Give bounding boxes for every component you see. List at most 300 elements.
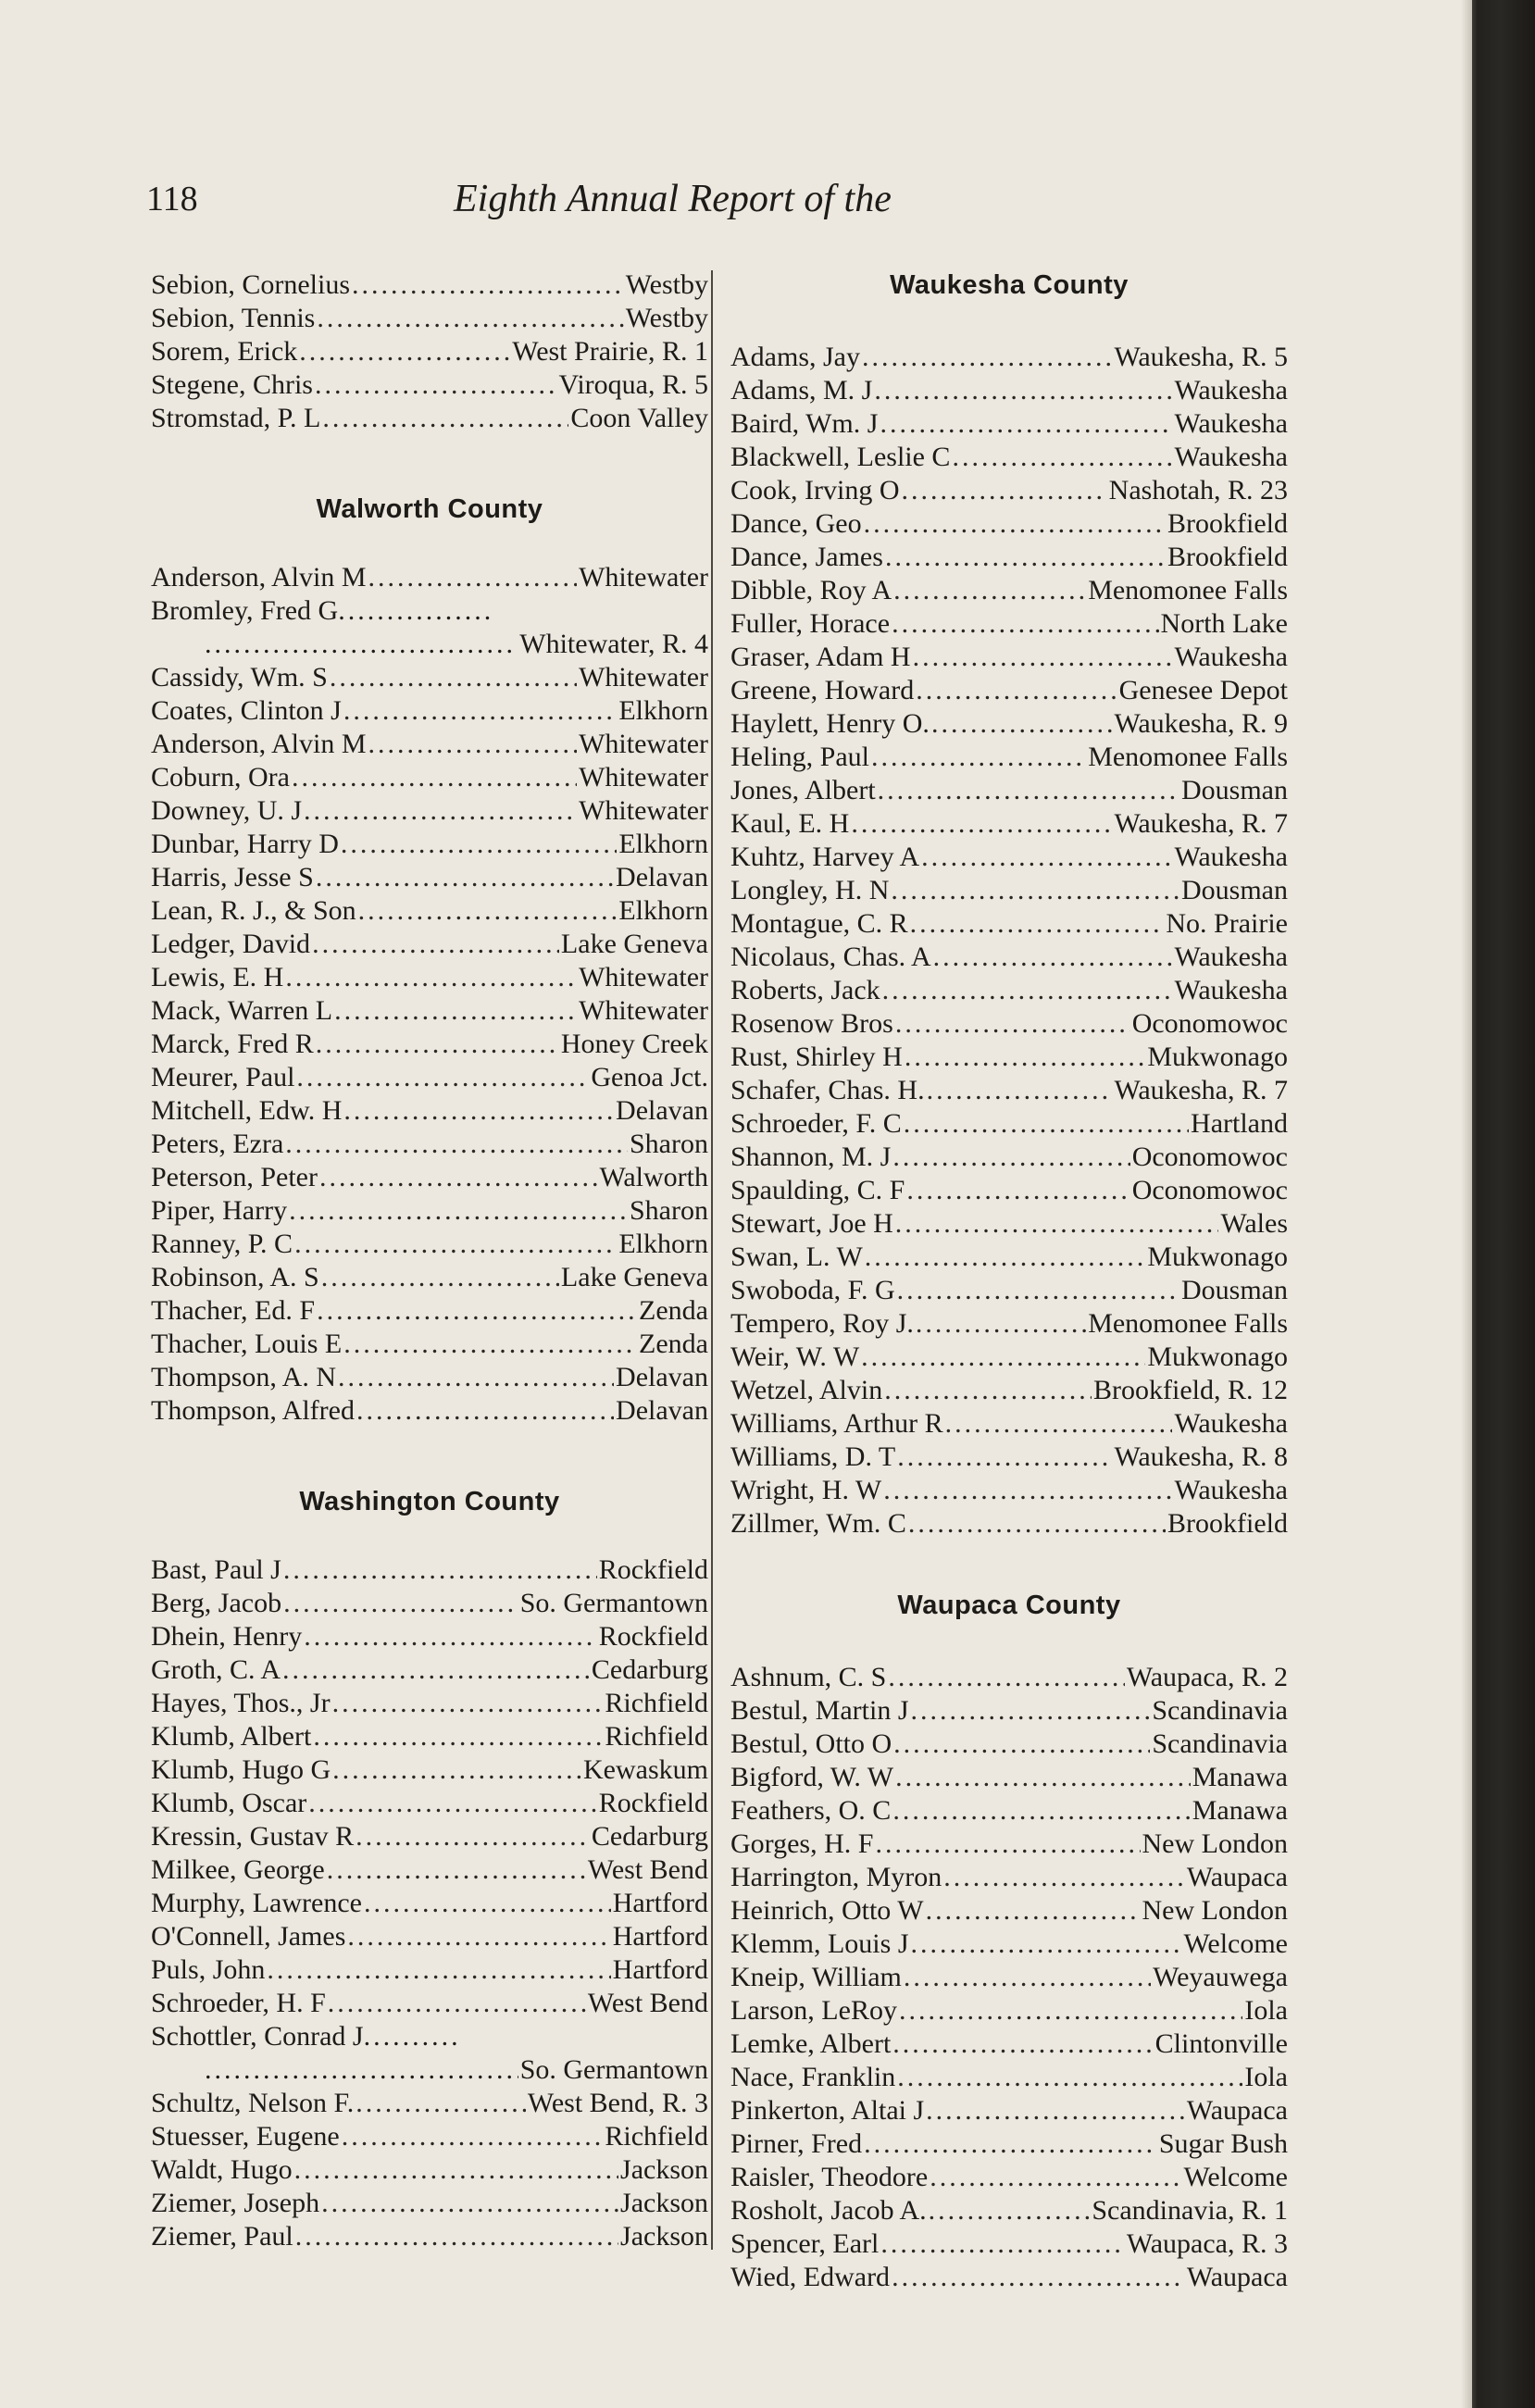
list-item (730, 1241, 1288, 1274)
list-item (151, 335, 708, 368)
entry-place: Brookfield (1167, 1508, 1288, 1539)
entry-place: New London (1142, 1895, 1288, 1926)
entry-place: So. Germantown (519, 1588, 708, 1618)
list-item-wrapped: Bromley, Fred G................ (151, 595, 494, 626)
leader-dots (885, 541, 1166, 574)
leader-dots (317, 1294, 637, 1328)
entry-place: Richfield (605, 1688, 708, 1718)
leader-dots (933, 941, 1173, 974)
list-item (151, 1128, 708, 1161)
walworth-entries-list (151, 561, 708, 594)
leader-dots (884, 1374, 1092, 1407)
list-item (730, 1507, 1288, 1541)
entry-name: Swoboda, F. G (730, 1275, 895, 1305)
entry-place: Sharon (630, 1195, 708, 1226)
entry-name: Milkee, George (151, 1854, 325, 1885)
leader-dots (295, 2220, 618, 2253)
section-heading-waupaca: Waupaca County (897, 1591, 1121, 1620)
list-item (730, 1474, 1288, 1507)
list-item (730, 1661, 1288, 1694)
entry-place: Brookfield, R. 12 (1093, 1375, 1288, 1405)
leader-dots (878, 774, 1179, 807)
list-item (730, 1441, 1288, 1474)
leader-dots (921, 841, 1172, 874)
entry-name: Bromley, Fred G (151, 595, 339, 626)
leader-dots (328, 1987, 586, 2020)
leader-dots (952, 441, 1172, 474)
list-item (730, 2261, 1288, 2294)
entry-name: Kneip, William (730, 1962, 902, 1992)
list-item (151, 1194, 708, 1228)
entry-place: Waukesha, R. 9 (1114, 708, 1288, 739)
list-item (730, 2194, 1288, 2227)
leader-dots (308, 1787, 596, 1820)
list-item (151, 928, 708, 961)
entry-place: Menomonee Falls (1088, 1308, 1288, 1339)
entry-name: Schafer, Chas. H. (730, 1075, 925, 1105)
leader-dots (343, 1328, 637, 1361)
list-item (730, 907, 1288, 941)
list-item (151, 1920, 708, 1953)
entry-name: Kaul, E. H (730, 808, 850, 839)
leader-dots (862, 341, 1112, 374)
leader-dots (904, 1107, 1189, 1141)
entry-name: Schroeder, F. C (730, 1108, 902, 1139)
list-item (151, 1328, 708, 1361)
leader-dots (332, 1687, 604, 1720)
entry-name: Thacher, Ed. F (151, 1295, 316, 1326)
leader-dots (911, 1928, 1182, 1961)
list-item (730, 2161, 1288, 2194)
entry-place: Hartford (612, 1921, 708, 1952)
leader-dots (916, 1307, 1086, 1341)
entry-place: West Bend, R. 3 (527, 2088, 708, 2118)
entry-place: Westby (625, 269, 708, 300)
entry-place: Waukesha (1174, 1408, 1288, 1439)
entry-name: Swan, L. W (730, 1241, 863, 1272)
entry-name: Nicolaus, Chas. A (730, 942, 931, 972)
leader-dots (927, 1074, 1113, 1107)
list-item (151, 1753, 708, 1787)
entry-name: Pirner, Fred (730, 2128, 863, 2159)
list-item (730, 1141, 1288, 1174)
leader-dots (368, 728, 578, 761)
washington-entries-list (151, 1553, 708, 2020)
entry-place: Elkhorn (618, 895, 708, 926)
leader-dots (864, 2127, 1157, 2161)
list-item (151, 894, 708, 928)
entry-name: Adams, M. J (730, 375, 873, 405)
entry-place: Dousman (1181, 1275, 1288, 1305)
leader-dots (315, 368, 557, 402)
list-item (151, 1853, 708, 1887)
leader-dots (913, 641, 1173, 674)
entry-place: Mukwonago (1147, 1042, 1288, 1072)
entry-name: Stegene, Chris (151, 369, 313, 400)
entry-place: Scandinavia (1152, 1695, 1288, 1726)
entry-place: Dousman (1181, 775, 1288, 805)
list-item (151, 1094, 708, 1128)
entry-name: Spencer, Earl (730, 2228, 880, 2259)
entry-place: Welcome (1183, 2162, 1288, 2192)
entry-place: Jackson (620, 2188, 708, 2218)
list-item (151, 1820, 708, 1853)
leader-dots (895, 1761, 1191, 1794)
entry-name: Raisler, Theodore (730, 2162, 929, 2192)
waukesha-entries-list (730, 341, 1288, 1541)
entry-place: Scandinavia (1152, 1728, 1288, 1759)
entry-place: New London (1142, 1828, 1288, 1859)
leader-dots (931, 707, 1113, 741)
entry-place: Waupaca, R. 2 (1126, 1662, 1288, 1692)
leader-dots (327, 1853, 586, 1887)
leader-dots (356, 1820, 590, 1853)
list-item (730, 1041, 1288, 1074)
entry-place: Hartford (612, 1954, 708, 1985)
entry-name: Thacher, Louis E (151, 1329, 343, 1359)
waupaca-entries-list (730, 1661, 1288, 2294)
entry-place: Kewaskum (583, 1754, 708, 1785)
entry-name: O'Connell, James (151, 1921, 346, 1952)
leader-dots (892, 1794, 1190, 1828)
leader-dots (875, 1828, 1140, 1861)
leader-dots (292, 761, 577, 794)
entry-place: Iola (1244, 2062, 1288, 2092)
list-item (151, 1953, 708, 1987)
entry-name: Williams, D. T (730, 1441, 896, 1472)
leader-dots (313, 1720, 603, 1753)
list-item (151, 861, 708, 894)
list-item (730, 441, 1288, 474)
list-item (151, 1061, 708, 1094)
entry-place: Waukesha, R. 8 (1114, 1441, 1288, 1472)
list-item (730, 407, 1288, 441)
entry-name: Sorem, Erick (151, 336, 298, 367)
leader-dots (892, 607, 1158, 641)
entry-place: Whitewater (579, 795, 708, 826)
entry-place: Weyauwega (1153, 1962, 1288, 1992)
leader-dots (865, 1241, 1146, 1274)
list-item (151, 368, 708, 402)
entry-name: Piper, Harry (151, 1195, 288, 1226)
leader-dots (892, 2027, 1153, 2061)
entry-place: Richfield (605, 2121, 708, 2152)
leader-dots (874, 374, 1172, 407)
leader-dots (304, 1620, 596, 1653)
entry-place: Mukwonago (1147, 1341, 1288, 1372)
leader-dots (316, 861, 614, 894)
leader-dots (334, 994, 577, 1028)
entry-name: Bast, Paul J (151, 1554, 281, 1585)
entry-name: Ziemer, Joseph (151, 2188, 320, 2218)
entry-place: Delavan (616, 1095, 708, 1126)
entry-name: Wied, Edward (730, 2262, 891, 2292)
leader-dots (880, 407, 1172, 441)
list-item (151, 2187, 708, 2220)
entry-name: Coburn, Ora (151, 762, 290, 792)
leader-dots (891, 874, 1179, 907)
entry-name: Thompson, A. N (151, 1362, 337, 1392)
entry-place: Jackson (620, 2154, 708, 2185)
entry-name: Weir, W. W (730, 1341, 860, 1372)
list-item (151, 1261, 708, 1294)
list-item (151, 994, 708, 1028)
entry-name: Bestul, Martin J (730, 1695, 909, 1726)
list-item (730, 2061, 1288, 2094)
leader-dots (861, 1341, 1145, 1374)
entry-name: Harris, Jesse S (151, 862, 314, 892)
entry-name: Ledger, David (151, 929, 311, 959)
leader-dots (319, 1161, 597, 1194)
washington-entries-list-continued (151, 2087, 708, 2253)
entry-place: Whitewater (579, 995, 708, 1026)
entry-place: Richfield (605, 1721, 708, 1752)
continued-entries-list (151, 268, 708, 435)
entry-name: Groth, C. A (151, 1654, 281, 1685)
leader-dots (871, 741, 1086, 774)
list-item (730, 774, 1288, 807)
entry-place: Elkhorn (618, 829, 708, 859)
leader-dots (892, 2261, 1185, 2294)
list-item (151, 1620, 708, 1653)
leader-dots (892, 1141, 1129, 1174)
entry-place: Manawa (1192, 1795, 1288, 1826)
list-item (151, 1587, 708, 1620)
entry-name: Cook, Irving O (730, 475, 900, 505)
entry-place: Lake Geneva (560, 1262, 708, 1292)
entry-name: Mack, Warren L (151, 995, 333, 1026)
leader-dots (943, 1861, 1185, 1894)
entry-name: Meurer, Paul (151, 1062, 295, 1092)
entry-name: Klumb, Oscar (151, 1788, 307, 1818)
leader-dots (332, 1753, 581, 1787)
list-item (151, 961, 708, 994)
leader-dots (294, 2153, 618, 2187)
list-item (151, 2087, 708, 2120)
entry-place: Lake Geneva (560, 929, 708, 959)
entry-name: Fuller, Horace (730, 608, 891, 639)
leader-dots (893, 574, 1086, 607)
leader-dots (321, 1261, 559, 1294)
entry-place: Genesee Depot (1118, 675, 1288, 705)
leader-dots (352, 268, 624, 302)
leader-dots (899, 1994, 1242, 2027)
entry-name: Schultz, Nelson F. (151, 2088, 355, 2118)
leader-dots (358, 894, 618, 928)
leader-dots (888, 1661, 1124, 1694)
entry-name: Kuhtz, Harvey A (730, 842, 920, 872)
list-item (730, 1174, 1288, 1207)
list-item (151, 561, 708, 594)
list-item (151, 1653, 708, 1687)
entry-place: Whitewater, R. 4 (519, 629, 708, 659)
leader-dots (895, 1007, 1130, 1041)
entry-place: Whitewater (579, 729, 708, 759)
list-item (730, 807, 1288, 841)
entry-place: Waukesha, R. 7 (1114, 1075, 1288, 1105)
leader-dots (304, 794, 577, 828)
entry-place: Westby (625, 303, 708, 333)
entry-place: Nashotah, R. 23 (1108, 475, 1288, 505)
entry-name: Lemke, Albert (730, 2028, 892, 2059)
entry-place: Whitewater (579, 962, 708, 992)
list-item (730, 1274, 1288, 1307)
entry-name: Stromstad, P. L (151, 403, 321, 433)
leader-dots (916, 674, 1117, 707)
leader-dots (322, 402, 568, 435)
entry-place: So. Germantown (519, 2054, 708, 2085)
entry-place: Delavan (616, 862, 708, 892)
entry-place: Oconomowoc (1131, 1008, 1288, 1039)
list-item (730, 1074, 1288, 1107)
list-item (151, 1361, 708, 1394)
list-item (730, 941, 1288, 974)
list-item (151, 794, 708, 828)
book-spine (1472, 0, 1535, 2408)
entry-place: Menomonee Falls (1088, 742, 1288, 772)
entry-name: Peterson, Peter (151, 1162, 318, 1192)
list-item (730, 541, 1288, 574)
list-item (151, 1987, 708, 2020)
leader-dots (294, 1228, 617, 1261)
leader-dots (283, 1553, 597, 1587)
list-item (730, 1994, 1288, 2027)
entry-name: Ranney, P. C (151, 1229, 293, 1259)
entry-place: Whitewater (579, 662, 708, 692)
list-item (730, 2227, 1288, 2261)
list-item (730, 641, 1288, 674)
list-item (730, 1007, 1288, 1041)
section-heading-washington: Washington County (299, 1487, 560, 1516)
leader-dots (930, 2161, 1181, 2194)
list-item (730, 1794, 1288, 1828)
list-item (730, 1207, 1288, 1241)
leader-dots (317, 302, 623, 335)
leader-dots (267, 1953, 610, 1987)
list-item (151, 2153, 708, 2187)
leader-dots (926, 1894, 1141, 1928)
list-item (151, 1161, 708, 1194)
entry-name: Heinrich, Otto W (730, 1895, 924, 1926)
entry-place: No. Prairie (1166, 908, 1288, 939)
entry-place: Clintonville (1154, 2028, 1288, 2059)
list-item-wrapped: Schottler, Conrad J.......... (151, 2021, 461, 2052)
leader-dots (330, 661, 577, 694)
entry-place: Cedarburg (591, 1821, 708, 1852)
leader-dots (897, 2061, 1242, 2094)
list-item (151, 1787, 708, 1820)
entry-name: Berg, Jacob (151, 1588, 282, 1618)
list-item (151, 1394, 708, 1428)
entry-name: Adams, Jay (730, 342, 860, 372)
entry-place: Genoa Jct. (591, 1062, 708, 1092)
entry-place: Waukesha (1174, 1475, 1288, 1505)
list-item (730, 841, 1288, 874)
entry-name: Roberts, Jack (730, 975, 880, 1005)
entry-place: Waukesha, R. 5 (1114, 342, 1288, 372)
leader-dots (368, 561, 578, 594)
entry-name: Thompson, Alfred (151, 1395, 355, 1426)
entry-name: Waldt, Hugo (151, 2154, 293, 2185)
entry-name: Robinson, A. S (151, 1262, 319, 1292)
page-header (146, 176, 1350, 222)
list-item (730, 607, 1288, 641)
list-item (151, 1028, 708, 1061)
entry-name: Dhein, Henry (151, 1621, 303, 1652)
entry-place: Waukesha (1174, 942, 1288, 972)
entry-name: Anderson, Alvin M (151, 562, 367, 593)
entry-name: Williams, Arthur R (730, 1408, 943, 1439)
leader-dots (882, 974, 1173, 1007)
list-item-wrapped-tail (151, 628, 708, 661)
list-item (730, 974, 1288, 1007)
entry-place: Waukesha (1174, 642, 1288, 672)
leader-dots (906, 1174, 1129, 1207)
entry-name: Lean, R. J., & Son (151, 895, 356, 926)
entry-name: Dance, Geo (730, 508, 862, 539)
list-item (730, 1828, 1288, 1861)
list-item (730, 1728, 1288, 1761)
entry-place: Iola (1244, 1995, 1288, 2026)
list-item (151, 828, 708, 861)
leader-dots (321, 2187, 618, 2220)
entry-name: Nace, Franklin (730, 2062, 896, 2092)
entry-name: Mitchell, Edw. H (151, 1095, 343, 1126)
page-number: 118 (146, 180, 198, 218)
leader-dots (883, 1474, 1172, 1507)
leader-dots (893, 1728, 1150, 1761)
list-item (151, 728, 708, 761)
entry-place: Menomonee Falls (1088, 575, 1288, 605)
entry-name: Zillmer, Wm. C (730, 1508, 906, 1539)
list-item (730, 1307, 1288, 1341)
entry-place: Coon Valley (570, 403, 708, 433)
leader-dots (864, 507, 1166, 541)
entry-name: Sebion, Cornelius (151, 269, 350, 300)
entry-name: Wetzel, Alvin (730, 1375, 883, 1405)
leader-dots (299, 335, 510, 368)
entry-place: Sugar Bush (1158, 2128, 1288, 2159)
list-item (730, 341, 1288, 374)
leader-dots (282, 1653, 590, 1687)
leader-dots (911, 1694, 1151, 1728)
entry-name: Peters, Ezra (151, 1129, 284, 1159)
entry-name: Klumb, Hugo G (151, 1754, 331, 1785)
leader-dots (356, 2087, 526, 2120)
list-item (730, 1374, 1288, 1407)
leader-dots (929, 2194, 1091, 2227)
leader-dots (895, 1207, 1219, 1241)
entry-place: West Bend (587, 1988, 708, 2018)
list-item (151, 761, 708, 794)
list-item (730, 1894, 1288, 1928)
entry-name: Anderson, Alvin M (151, 729, 367, 759)
leader-dots (289, 1194, 628, 1228)
entry-place: Mukwonago (1147, 1241, 1288, 1272)
list-item (151, 661, 708, 694)
leader-dots (926, 2094, 1185, 2127)
entry-name: Feathers, O. C (730, 1795, 892, 1826)
entry-name: Murphy, Lawrence (151, 1888, 362, 1918)
leader-dots (902, 474, 1107, 507)
entry-place: Scandinavia, R. 1 (1092, 2195, 1288, 2226)
list-item (151, 2220, 708, 2253)
leader-dots (897, 1274, 1179, 1307)
entry-name: Heling, Paul (730, 742, 869, 772)
entry-place: Cedarburg (591, 1654, 708, 1685)
entry-name: Graser, Adam H (730, 642, 911, 672)
entry-place: Wales (1220, 1208, 1288, 1239)
